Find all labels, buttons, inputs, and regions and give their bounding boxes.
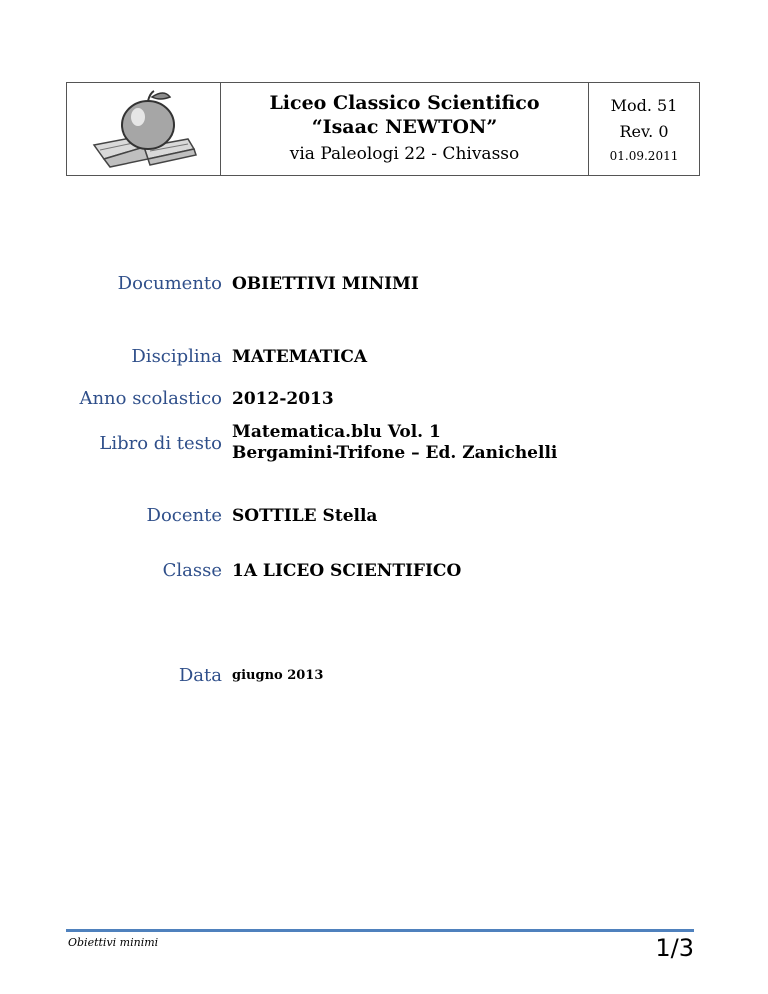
field-label: Disciplina — [131, 346, 222, 367]
field-anno-scolastico — [0, 388, 768, 409]
rev-date: 01.09.2011 — [609, 149, 679, 163]
mod-number: Mod. 51 — [610, 96, 678, 115]
field-value: MATEMATICA — [232, 346, 368, 367]
school-name: Liceo Classico Scientifico — [269, 92, 540, 114]
field-value — [232, 422, 557, 464]
field-label: Anno scolastico — [79, 388, 222, 409]
book-authors: Bergamini-Trifone – Ed. Zanichelli — [232, 443, 558, 463]
field-classe — [0, 560, 768, 581]
rev-number: Rev. 0 — [619, 122, 669, 141]
school-namesake: “Isaac NEWTON” — [311, 116, 498, 138]
logo-cell — [67, 83, 221, 175]
footer-title: Obiettivi minimi — [68, 936, 159, 949]
field-value: giugno 2013 — [232, 668, 324, 683]
school-address: via Paleologi 22 - Chivasso — [289, 144, 520, 164]
header-table — [66, 82, 700, 176]
apple-on-book-icon — [84, 87, 204, 171]
field-value: 2012-2013 — [232, 388, 334, 409]
field-value: 1A LICEO SCIENTIFICO — [232, 560, 462, 581]
revision-cell — [589, 83, 699, 175]
field-libro-di-testo — [0, 422, 768, 464]
field-label: Data — [178, 665, 222, 686]
field-data — [0, 665, 768, 686]
field-docente — [0, 505, 768, 526]
footer-divider — [66, 929, 694, 932]
field-label: Libro di testo — [99, 432, 222, 454]
field-label: Docente — [146, 505, 222, 526]
school-title-cell — [221, 83, 589, 175]
book-title: Matematica.blu Vol. 1 — [232, 422, 441, 442]
field-label: Documento — [117, 273, 222, 294]
page-number: 1/3 — [655, 934, 694, 962]
field-label: Classe — [162, 560, 222, 581]
field-disciplina — [0, 346, 768, 367]
field-value: OBIETTIVI MINIMI — [232, 273, 419, 294]
field-value: SOTTILE Stella — [232, 505, 378, 526]
field-documento — [0, 273, 768, 294]
